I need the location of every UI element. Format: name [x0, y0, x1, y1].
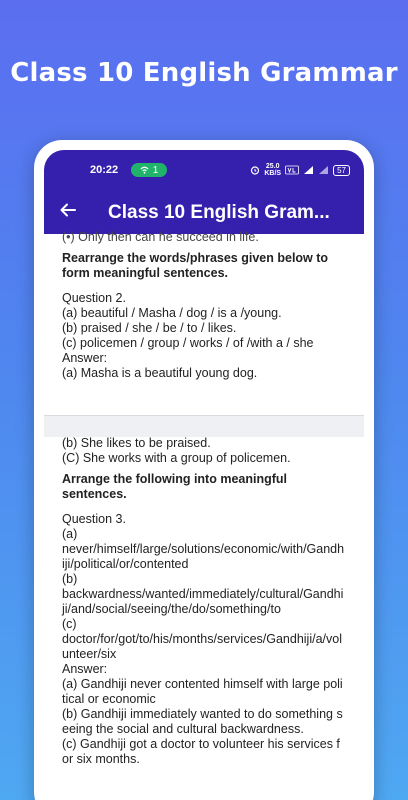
text-line: Question 3.	[62, 512, 126, 526]
content-scroll[interactable]	[44, 230, 364, 800]
page-title: Class 10 English Gram...	[108, 202, 330, 223]
text-line: (a) beautiful / Masha / dog / is a /young.	[62, 306, 282, 320]
section-heading-rearrange: Rearrange the words/phrases given below to form meaningful sentences.	[62, 251, 329, 280]
text-line: Question 2.	[62, 291, 126, 305]
text-line: never/himself/large/solutions/economic/with/Gandhiji/political/or/contented	[62, 542, 345, 571]
text-line: (c)	[62, 617, 77, 631]
text-line: (b) She likes to be praised.	[62, 436, 211, 450]
network-pill-count: 1	[152, 164, 159, 176]
network-pill	[131, 163, 167, 177]
text-line: (C) She works with a group of policemen.	[62, 451, 291, 465]
alarm-icon	[250, 165, 260, 175]
text-line: (a)	[62, 527, 78, 541]
text-line: (b)	[62, 572, 78, 586]
status-bar	[44, 162, 364, 178]
network-speed-unit: KB/S	[264, 170, 282, 177]
text-line: Answer:	[62, 351, 108, 365]
clipped-text-line: (•) Only then can he succeed in life.	[62, 230, 259, 244]
text-line: backwardness/wanted/immediately/cultural/Gandhiji/and/social/seeing/the/do/something/to	[62, 587, 344, 616]
wifi-icon	[140, 166, 149, 174]
volte-icon	[285, 165, 299, 175]
network-speed	[264, 163, 281, 177]
section-heading-arrange: Arrange the following into meaningful sentences.	[62, 472, 287, 501]
card-divider	[44, 415, 364, 437]
signal-icon	[303, 165, 314, 175]
promo-title: Class 10 English Grammar	[10, 58, 398, 88]
phone-screen	[44, 150, 364, 800]
battery-indicator: 57	[333, 165, 350, 176]
text-line: (b) Gandhiji immediately wanted to do something seeing the social and cultural backwardness.	[62, 707, 343, 736]
network-speed-value: 25.0	[265, 163, 280, 170]
status-icons	[250, 163, 350, 177]
text-line: doctor/for/got/to/his/months/services/Gandhiji/a/volunteer/six	[62, 632, 342, 661]
text-line: (c) Gandhiji got a doctor to volunteer his services for six months.	[62, 737, 340, 766]
text-line: (c) policemen / group / works / of /with a / she	[62, 336, 314, 350]
phone-frame	[34, 140, 374, 800]
signal-icon-2	[318, 165, 329, 175]
text-line: Answer:	[62, 662, 108, 676]
arrow-back-icon	[60, 203, 76, 217]
content-card-2	[62, 436, 346, 767]
back-button[interactable]	[58, 200, 78, 220]
status-time: 20:22	[90, 164, 119, 176]
text-line: (a) Gandhiji never contented himself with large political or economic	[62, 677, 343, 706]
content-card-1	[62, 230, 346, 381]
text-line: (a) Masha is a beautiful young dog.	[62, 366, 258, 380]
text-line: (b) praised / she / be / to / likes.	[62, 321, 237, 335]
app-bar	[44, 150, 364, 234]
